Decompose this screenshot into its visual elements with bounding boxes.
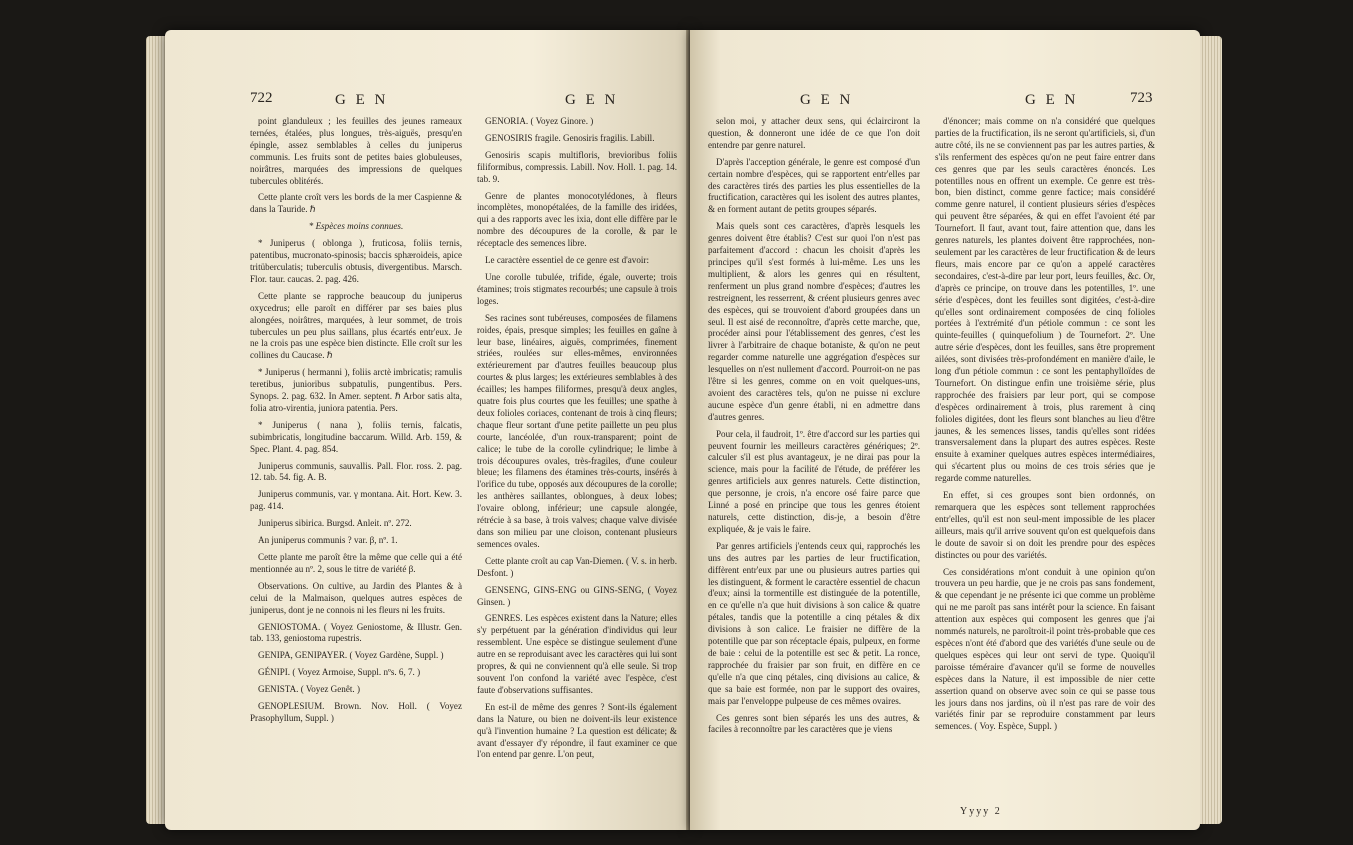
paragraph: * Juniperus ( oblonga ), fruticosa, foliis ternis, patentibus, mucronato-spinosis; baccis sphæroideis, apice tritüberculatis; tuberculis obtusis, divergentibus. Marsch. Flor. taur. caucas. 2. pag. 426. (250, 238, 462, 284)
page-number-right: 723 (1130, 90, 1153, 106)
paragraph: GENRES. Les espèces existent dans la Nature; elles s'y perpétuent par la génération d'individus qui leur ressemblent. Une espèce se distingue seulement d'une autre en se reproduisant avec les caractères qui lui sont propres, & qui ne conviennent qu'à elle seule. Si trop souvent l'on confond la variété avec l'espèce, c'est faute d'observations suffisantes. (477, 613, 677, 695)
header-left-col2: G E N (565, 92, 619, 108)
paragraph: Ses racines sont tubéreuses, composées de filamens roides, épais, presque simples; les feuilles en gaîne à leur base, linéaires, aiguës, comprimées, finement striées, roulées sur elles-mêmes, environnées extérieurement par d'autres feuilles beaucoup plus courtes & plus larges; les extérieures semblables à des écailles; les hampes filiformes, presqu'à deux angles, quatre fois plus courtes que les feuilles; une spathe à deux folioles coriaces, contenant de trois à cinq fleurs; chaque fleur sortant d'une petite paillette un peu plus courte, lancéolée, d'un roux-transparent; point de calice; le tube de la corolle cylindrique; le limbe à trois découpures ovales, très-fragiles, d'une couleur bleue; les filamens des étamines très-courts, insérés à l'orifice du tube, opposés aux découpures de la corolle; les anthères saillantes, oblongues, à deux lobes; l'ovaire oblong, inférieur; une capsule alongée, rétrécie à sa base, à trois valves; chaque valve divisée dans son milieu par une cloison, contenant plusieurs semences ovales. (477, 312, 677, 549)
signature-mark: Yyyy 2 (960, 806, 1002, 817)
paragraph: En est-il de même des genres ? Sont-ils également dans la Nature, ou bien ne doivent-ils leur existence qu'à l'invention humaine ? La question est délicate; & avant d'essayer d'y répondre, il faut examiner ce que l'on entend par genre. L'on peut, (477, 701, 677, 760)
paragraph: * Juniperus ( nana ), foliis ternis, falcatis, subimbricatis, longitudine baccarum. Willd. Arb. 159, & Spec. Plant. 4. pag. 854. (250, 419, 462, 454)
right-page (690, 30, 1200, 830)
paragraph: point glanduleux ; les feuilles des jeunes rameaux ternées, étalées, plus longues, très-aiguës, presqu'en épingle, assez semblables à celles du juniperus communis. Les fruits sont de petites baies globuleuses, noirâtres, marquées des impressions de quelques tubercules oblitérés. (250, 116, 462, 186)
header-right-col1: G E N (800, 92, 854, 108)
paragraph: D'après l'acception générale, le genre est composé d'un certain nombre d'espèces, qui se rapportent entr'elles par des caractères tirés des parties les plus essentielles de la fructification, caractères qui les isolent des autres plantes, & en forment autant de petits groupes séparés. (708, 156, 920, 215)
paragraph: Juniperus sibirica. Burgsd. Anleit. nº. 272. (258, 518, 412, 529)
paragraph: Cette plante me paroît être la même que celle qui a été mentionnée au nº. 2, sous le titre de variété β. (250, 552, 462, 574)
paragraph: Cette plante croît vers les bords de la mer Caspienne & dans la Tauride. ℏ (250, 192, 462, 215)
paragraph: Par genres artificiels j'entends ceux qui, rapprochés les uns des autres par les parties de leur fructification, diffèrent entr'eux par une ou plusieurs autres parties qui les distinguent, & forment le caractère essentiel de chacun d'eux; ainsi la tormentille est distinguée de la potentille, en ce qu'elle n'a que huit divisions à son calice & quatre pétales, tandis que la potentille a cinq pétales & dix divisions à son calice. Le fraisier ne diffère de la potentille que par son réceptacle épais, pulpeux, en forme de baie : celui de la potentille est sec & petit. La ronce, rapprochée du fraisier par son fruit, en diffère en ce qu'elle n'a que cinq pétales, cinq divisions au calice, & que sa baie est formée, non par le support des ovaires, mais par l'enveloppe pulpeuse de ces mêmes ovaires. (708, 540, 920, 706)
paragraph: GENIOSTOMA. ( Voyez Geniostome, & Illustr. Gen. tab. 133, geniostoma rupestris. (250, 621, 462, 644)
paragraph: An juniperus communis ? var. β, nº. 1. (258, 535, 398, 546)
paragraph: selon moi, y attacher deux sens, qui éclairciront la question, & donneront une idée de ce que l'on doit entendre par genre naturel. (708, 116, 920, 150)
paragraph: Le caractère essentiel de ce genre est d'avoir: (485, 255, 649, 266)
paragraph: GENSENG, GINS-ENG ou GINS-SENG, ( Voyez Ginsen. ) (477, 584, 677, 607)
paragraph: d'énoncer; mais comme on n'a considéré que quelques parties de la fructification, ils ne seront qu'artificiels, si, d'un autre côté, ils ne se conviennent pas par les autres parties, & s'ils renferment des espèces qu'on ne peut faire entrer dans ces genres que par les seuls caractères énoncés. Les potentilles nous en offrent un exemple. Ce genre est très-bon, bien distinct, comme genre factice; mais considéré comme genre naturel, il contient plusieurs séries d'espèces qui peuvent être séparées, & qui en effet l'avoient été par Tournefort. Il faut, avant tout, faire attention que, dans les genres naturels, les plantes doivent être rapprochées, non-seulement par les caractères de leur fructification & de leurs fleurs, mais encore par ce qu'on a appelé caractères secondaires, c'est-à-dire par leur port, leurs feuilles, &c. Or, d'après ce principe, on trouve dans les potentilles, 1º. une série d'espèces, dont les feuilles sont digitées, c'est-à-dire qu'elles sont ordinairement composées de cinq folioles portées à l'extrémité d'un pétiole commun : ce sont les quinte-feuilles ( quinquefolium ) de Tournefort. 2º. Une autre série d'espèces, dont les feuilles, sans être proprement ailées, sont divisées très-profondément en manière d'aile, le long d'un pétiole commun : ce sont les pentaphylloïdes de Tournefort. On distingue enfin une troisième série, plus rapprochée des fraisiers par leur port, qui se compose d'espèces ordinairement à trois, plus rarement à cinq folioles digitées, dont les fleurs sont blanches au lieu d'être jaunes, & les semences lisses, tandis qu'elles sont ridées transversalement dans la plupart des autres espèces. Reste ensuite à examiner quelques autres espèces intermédiaires, qui s'écartent plus ou moins de ces trois séries que je regarde comme naturelles. (935, 116, 1155, 484)
paragraph: Pour cela, il faudroit, 1º. être d'accord sur les parties qui peuvent fournir les meilleurs caractères génériques; 2º. calculer s'il est plus avantageux, je ne dirai pas pour la science, mais pour la facilité de l'étude, de préférer les genres artificiels aux genres naturels. Cette distinction, que personne, je crois, n'a encore osé faire parce que Linné a posé en principe que tous les genres étoient naturels, cette distinction, dis-je, a besoin d'être expliquée, & je vais le faire. (708, 428, 920, 534)
right-column-1 (708, 116, 920, 741)
left-column-1 (250, 116, 462, 730)
paragraph: Cette plante croît au cap Van-Diemen. ( V. s. in herb. Desfont. ) (477, 555, 677, 578)
header-right-col2: G E N (1025, 92, 1079, 108)
right-column-2 (935, 116, 1155, 738)
page-edges-right (1200, 36, 1222, 824)
left-page (165, 30, 690, 830)
page-edges-left (146, 36, 166, 824)
paragraph: Observations. On cultive, au Jardin des Plantes & à celui de la Malmaison, quelques autres espèces de juniperus, dont je ne connois ni les fleurs ni les fruits. (250, 580, 462, 615)
paragraph: GENOPLESIUM. Brown. Nov. Holl. ( Voyez Prasophyllum, Suppl. ) (250, 701, 462, 723)
paragraph: GENOSIRIS fragile. Genosiris fragilis. Labill. (485, 132, 655, 143)
paragraph: GENIPA, GENIPAYER. ( Voyez Gardène, Suppl. ) (258, 650, 444, 661)
paragraph: Ces considérations m'ont conduit à une opinion qu'on trouvera un peu hardie, que je ne crois pas sans fondement, & que cependant je ne présente ici que comme un problème qui ne me paroît pas sans intérêt pour la science. En faisant attention aux espèces qui composent les genres que j'ai nommés naturels, ne paroîtroit-il point très-probable que ces espèces n'ont été d'abord que des variétés d'une seule ou de quelques espèces qui leur ont servi de type. Quoiqu'il paroisse téméraire d'avancer qu'il se forme de nouvelles espèces dans la Nature, il est impossible de nier cette assertion quand on observe avec soin ce qui se passe tous les jours dans nos jardins, où il n'est pas rare de voir des variétés finir par se reproduire constamment par leurs semences. ( Voy. Espèce, Suppl. ) (935, 566, 1155, 732)
paragraph: Genre de plantes monocotylédones, à fleurs incomplètes, monopétalées, de la famille des iridées, qui a des rapports avec les ixia, dont elle diffère par le nombre des découpures de la corolle, & par le réceptacle des semences libre. (477, 190, 677, 249)
header-left-col1: G E N (335, 92, 389, 108)
paragraph: GÉNIPI. ( Voyez Armoise, Suppl. nºs. 6, 7. ) (258, 667, 421, 678)
page-number-left: 722 (250, 90, 273, 106)
paragraph: Cette plante se rapproche beaucoup du juniperus oxycedrus; elle paroît en différer par ses baies plus alongées, noirâtres, marquées, à leur sommet, de trois tubercules un peu plus saillans, plus écartés entr'eux. Je ne la crois pas une espèce bien distincte. Elle croît sur les collines du Caucase. ℏ (250, 290, 462, 361)
paragraph: Mais quels sont ces caractères, d'après lesquels les genres doivent être établis? C'est sur quoi l'on n'est pas parfaitement d'accord : chacun les choisit d'après les principes qu'il s'est formés à lui-même. Les uns les multiplient, & alors les genres qui en résultent, renferment un plus grand nombre d'espèces; d'autres les restreignent, les resserrent, & créent plusieurs genres avec des espèces, qui se trouvoient d'abord groupées dans un seul. Il est aisé de reconnoître, d'après cette marche, que, procéder ainsi pour l'établissement des genres, c'est les livrer à l'arbitraire de chaque botaniste, & qu'on ne peut regarder comme naturelle une aggrégation d'espèces sur lesquelles on n'est nullement d'accord. Pourroit-on ne pas l'être si les genres, comme on en voit quelques-uns, avoient des caractères tels, qu'on ne puisse ni exclure aucune espèce d'un genre établi, ni en admettre dans d'autres genres. (708, 221, 920, 422)
paragraph: * Juniperus ( hermanni ), foliis arctè imbricatis; ramulis teretibus, junioribus subpatulis, pungentibus. Pers. Synops. 2. pag. 632. In Amer. septent. ℏ Arbor satis alta, folia atro-virentia, juniora patentia. Pers. (250, 367, 462, 413)
paragraph: En effet, si ces groupes sont bien ordonnés, on remarquera que les espèces sont tellement rapprochées entr'elles, qu'il est non seul-ment impossible de les placer ailleurs, mais qu'il arrive souvent qu'on est quelquefois dans le doute de savoir si on doit les prendre pour des espèces distinctes ou pour des variétés. (935, 490, 1155, 560)
paragraph: GENISTA. ( Voyez Genêt. ) (258, 684, 360, 695)
paragraph: Genosiris scapis multifloris, brevioribus foliis filiformibus, compressis. Labill. Nov. Holl. 1. pag. 14. tab. 9. (477, 149, 677, 184)
paragraph: Ces genres sont bien séparés les uns des autres, & faciles à reconnoître par les caractères que je viens (708, 712, 920, 735)
paragraph: GENORIA. ( Voyez Ginore. ) (485, 116, 594, 126)
left-column-2 (477, 116, 677, 766)
paragraph: Juniperus communis, sauvallis. Pall. Flor. ross. 2. pag. 12. tab. 54. fig. A. B. (250, 460, 462, 483)
paragraph: Une corolle tubulée, trifide, égale, ouverte; trois étamines; trois stigmates recourbés; une capsule à trois loges. (477, 271, 677, 306)
paragraph: Juniperus communis, var. γ montana. Ait. Hort. Kew. 3. pag. 414. (250, 489, 462, 512)
paragraph: * Espèces moins connues. (308, 221, 404, 232)
